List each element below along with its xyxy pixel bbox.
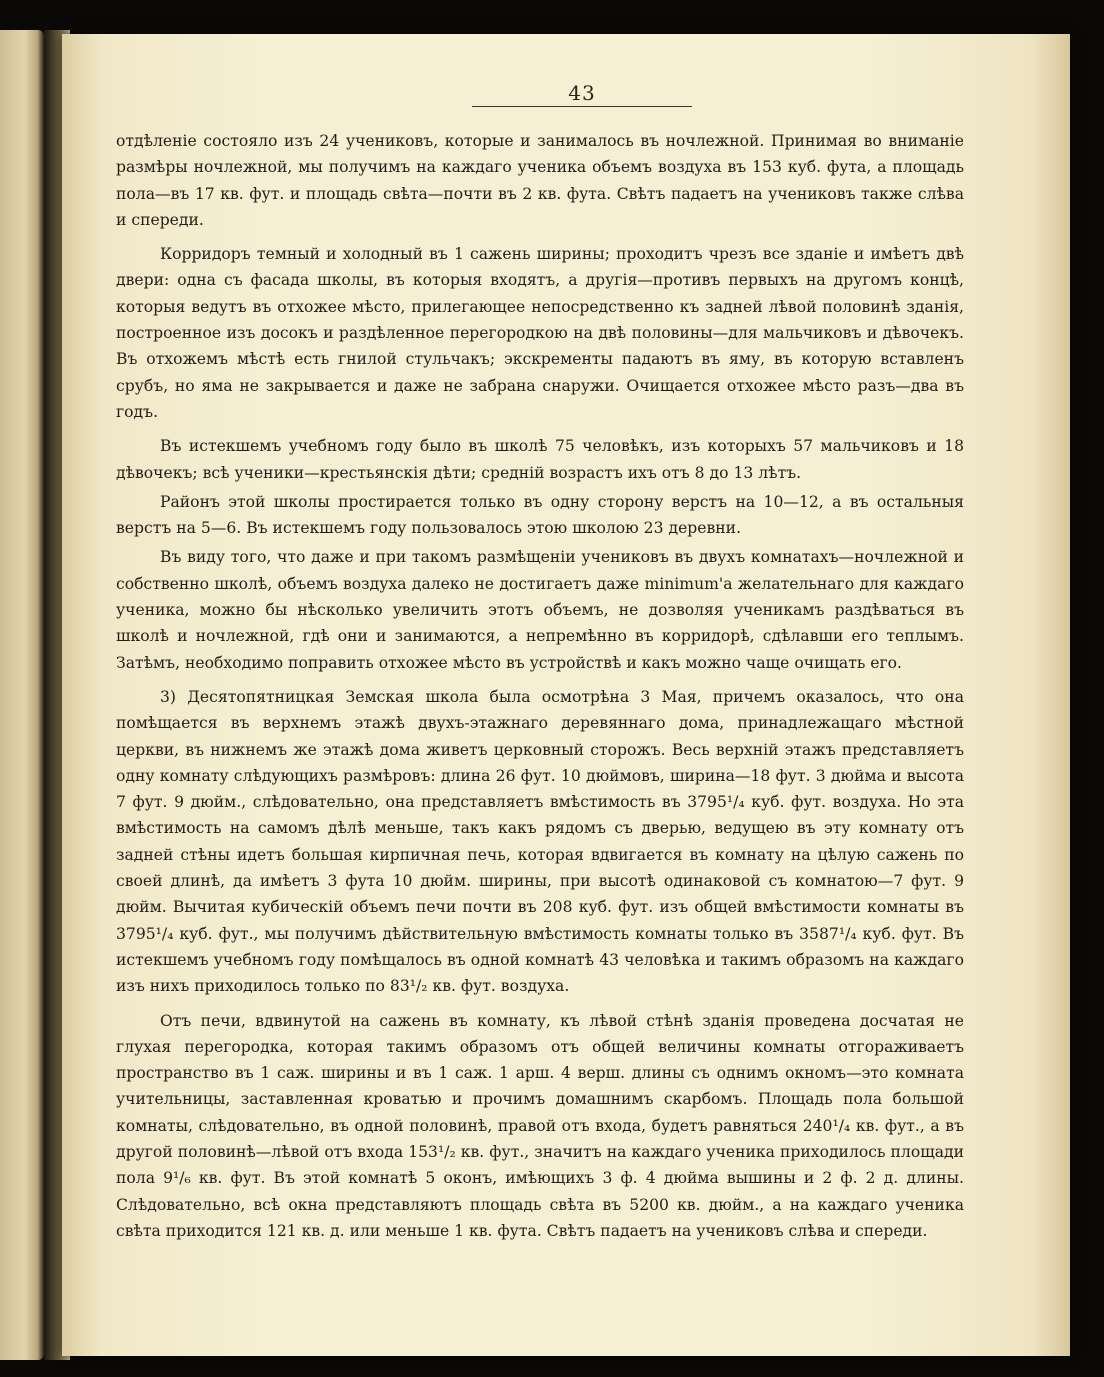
body-text xyxy=(116,128,964,1244)
paragraph-continuation: отдѣленіе состояло изъ 24 учениковъ, которые и занималось въ ночлежной. Принимая во вниманіе размѣры ночлежной, мы получимъ на каждаго ученика объемъ воздуха въ 153 куб. фута, а площадь пола—въ 17 кв. фут. и площадь свѣта—почти въ 2 кв. фута. Свѣтъ падаетъ на учениковъ также слѣва и спереди. xyxy=(116,132,964,229)
previous-page-edge xyxy=(0,30,44,1360)
paragraph-students-count: Въ истекшемъ учебномъ году было въ школѣ 75 человѣкъ, изъ которыхъ 57 мальчиковъ и 18 дѣвочекъ; всѣ ученики—крестьянскія дѣти; средній возрастъ ихъ отъ 8 до 13 лѣтъ. xyxy=(116,437,964,482)
header-rule xyxy=(472,106,692,107)
paragraph-district: Районъ этой школы простирается только въ одну сторону верстъ на 10—12, а въ остальныя верстъ на 5—6. Въ истекшемъ году пользовалось этою школою 23 деревни. xyxy=(116,492,964,538)
book-page xyxy=(62,34,1070,1356)
paragraph-partition: Отъ печи, вдвинутой на сажень въ комнату, къ лѣвой стѣнѣ зданія проведена досчатая не глухая перегородка, которая такимъ образомъ отъ общей величины комнаты отгораживаетъ пространство въ 1 саж. ширины и въ 1 саж. 1 арш. 4 верш. длины съ однимъ окномъ—это комната учительницы, заставленная кроватью и прочимъ домашнимъ скарбомъ. Площадь пола большой комнаты, слѣдовательно, въ одной половинѣ, правой отъ входа, будетъ равняться 240¹/₄ кв. фут., а въ другой половинѣ—лѣвой отъ входа 153¹/₂ кв. фут., значитъ на каждаго ученика приходилось площади пола 9¹/₆ кв. фут. Въ этой комнатѣ 5 оконъ, имѣющихъ 3 ф. 4 дюйма вышины и 2 ф. 2 д. длины. Слѣдовательно, всѣ окна представляютъ площадь свѣта въ 5200 кв. дюйм., а на каждаго ученика свѣта приходится 121 кв. д. или меньше 1 кв. фута. Свѣтъ падаетъ на учениковъ слѣва и спереди. xyxy=(116,1011,964,1240)
page-number: 43 xyxy=(568,81,596,105)
paragraph-school-3: 3) Десятопятницкая Земская школа была осмотрѣна 3 Мая, причемъ оказалось, что она помѣщается въ верхнемъ этажѣ двухъ-этажнаго деревяннаго дома, принадлежащаго мѣстной церкви, въ нижнемъ же этажѣ дома живетъ церковный сторожъ. Весь верхній этажъ представляетъ одну комнату слѣдующихъ размѣровъ: длина 26 фут. 10 дюймовъ, ширина—18 фут. 3 дюйма и высота 7 фут. 9 дюйм., слѣдовательно, она представляетъ вмѣстимость въ 3795¹/₄ куб. фут. воздуха. Но эта вмѣстимость на самомъ дѣлѣ меньше, такъ какъ рядомъ съ дверью, ведущею въ эту комнату отъ задней стѣны идетъ большая кирпичная печь, которая вдвигается въ комнату на цѣлую сажень по своей длинѣ, да имѣетъ 3 фута 10 дюйм. ширины, при высотѣ одинаковой съ комнатою—7 фут. 9 дюйм. Вычитая кубическій объемъ печи почти въ 208 куб. фут. изъ общей вмѣстимости комнаты въ 3795¹/₄ куб. фут., мы получимъ дѣйствительную вмѣстимость комнаты только въ 3587¹/₄ куб. фут. Въ истекшемъ учебномъ году помѣщалось въ одной комнатѣ 43 человѣка и такимъ образомъ на каждаго изъ нихъ приходилось только по 83¹/₂ кв. фут. воздуха. xyxy=(116,687,964,996)
paragraph-recommendations: Въ виду того, что даже и при такомъ размѣщеніи учениковъ въ двухъ комнатахъ—ночлежной и собственно школѣ, объемъ воздуха далеко не достигаетъ даже minimum'а желательнаго для каждаго ученика, можно бы нѣсколько увеличить этотъ объемъ, не дозволяя ученикамъ раздѣваться въ школѣ и ночлежной, гдѣ они и занимаются, а непремѣнно въ корридорѣ, сдѣлавши его теплымъ. Затѣмъ, необходимо поправить отхожее мѣсто въ устройствѣ и какъ можно чаще очищать его. xyxy=(116,548,964,672)
paragraph-corridor: Корридоръ темный и холодный въ 1 сажень ширины; проходитъ чрезъ все зданіе и имѣетъ двѣ двери: одна съ фасада школы, въ которыя входятъ, а другія—противъ первыхъ на другомъ концѣ, которыя ведутъ въ отхожее мѣсто, прилегающее непосредственно къ задней лѣвой половинѣ зданія, построенное изъ досокъ и раздѣленное перегородкою на двѣ половины—для мальчиковъ и дѣвочекъ. Въ отхожемъ мѣстѣ есть гнилой стульчакъ; экскременты падаютъ въ яму, въ которую вставленъ срубъ, но яма не закрывается и даже не забрана снаружи. Очищается отхожее мѣсто разъ—два въ годъ. xyxy=(116,245,964,421)
